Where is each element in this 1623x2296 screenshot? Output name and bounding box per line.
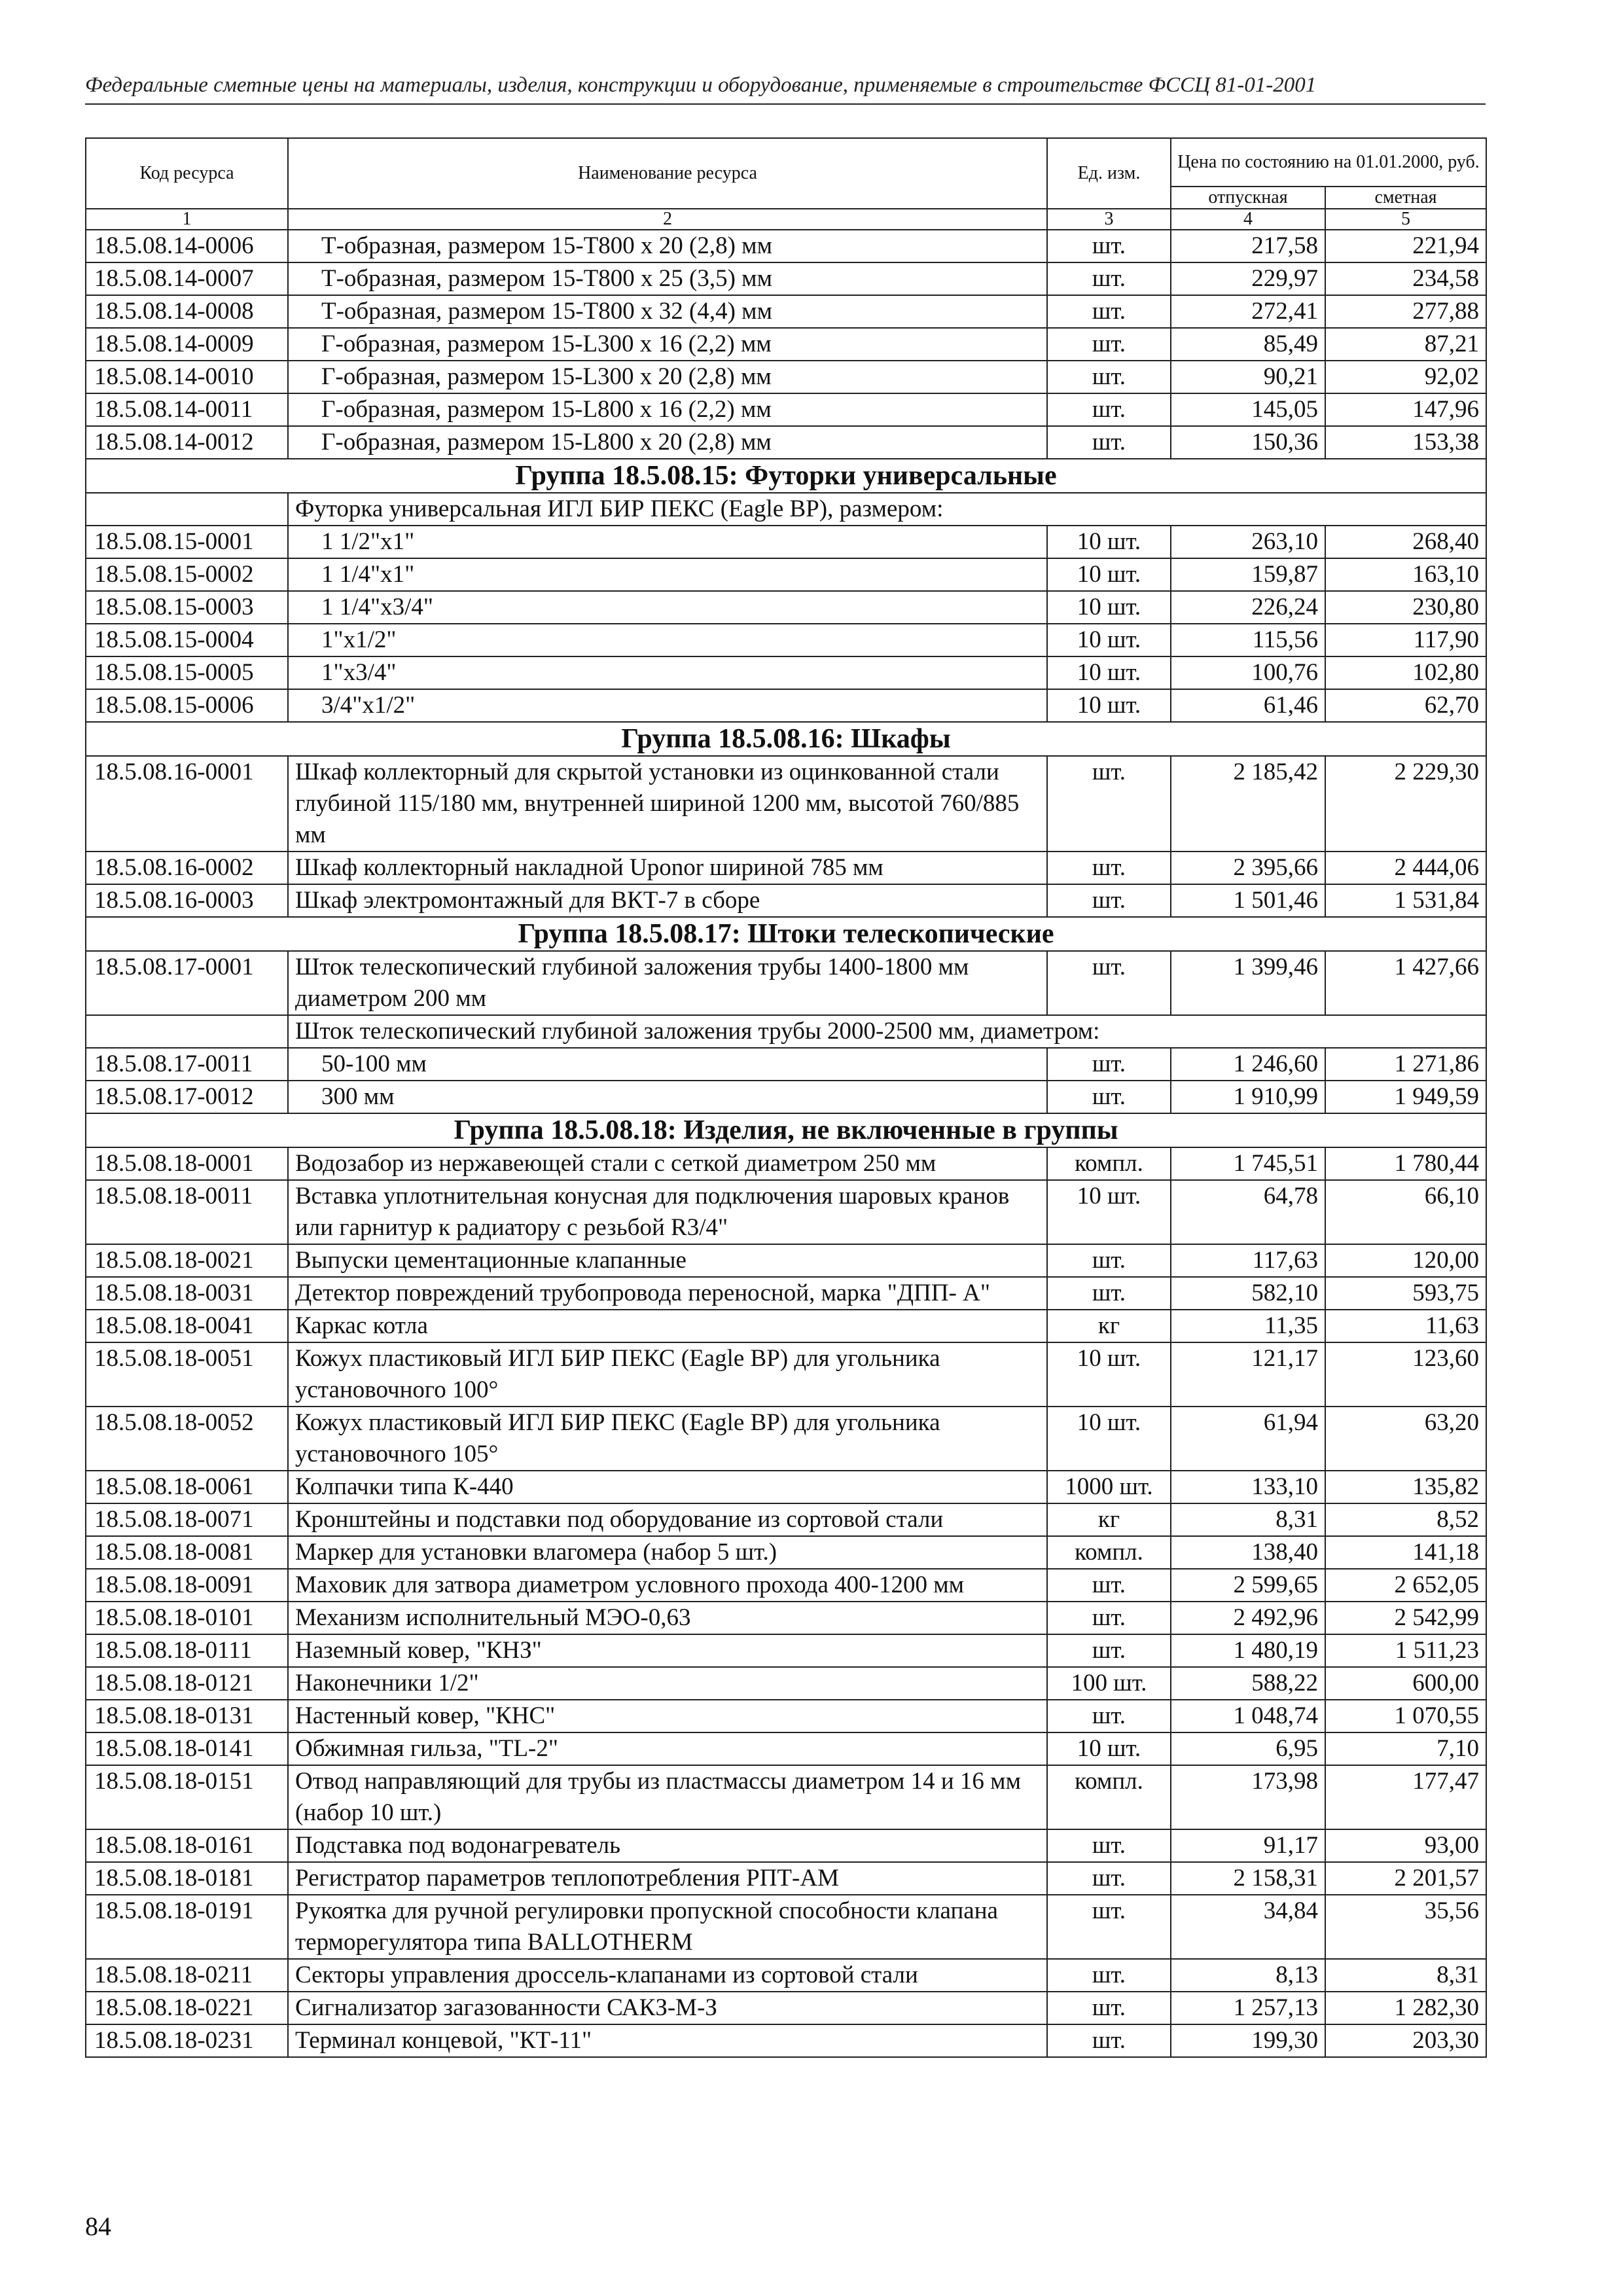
- resource-name: 300 мм: [288, 1081, 1047, 1113]
- resource-name: Г-образная, размером 15-L300 х 20 (2,8) мм: [288, 361, 1047, 393]
- unit: шт.: [1047, 426, 1171, 459]
- resource-code: 18.5.08.18-0071: [86, 1503, 288, 1536]
- release-price: 90,21: [1171, 361, 1325, 393]
- release-price: 159,87: [1171, 558, 1325, 591]
- table-row: [86, 1503, 1486, 1536]
- col-header-release: отпускная: [1171, 187, 1325, 209]
- resource-code: 18.5.08.18-0221: [86, 1992, 288, 2024]
- unit: шт.: [1047, 1602, 1171, 1634]
- estimate-price: 2 201,57: [1325, 1862, 1486, 1895]
- estimate-price: 2 229,30: [1325, 756, 1486, 852]
- table-row: [86, 2024, 1486, 2057]
- release-price: 1 501,46: [1171, 884, 1325, 917]
- estimate-price: 277,88: [1325, 295, 1486, 328]
- table-row: [86, 951, 1486, 1015]
- resource-name: Г-образная, размером 15-L800 х 16 (2,2) мм: [288, 393, 1047, 426]
- table-row: [86, 1992, 1486, 2024]
- unit: шт.: [1047, 1862, 1171, 1895]
- subheader-text: Шток телескопический глубиной заложения трубы 2000-2500 мм, диаметром:: [288, 1015, 1486, 1048]
- resource-code: 18.5.08.18-0181: [86, 1862, 288, 1895]
- table-row: [86, 1765, 1486, 1829]
- table-row: [86, 852, 1486, 884]
- resource-code: 18.5.08.18-0111: [86, 1634, 288, 1667]
- resource-code: 18.5.08.17-0001: [86, 951, 288, 1015]
- resource-code: 18.5.08.15-0004: [86, 624, 288, 656]
- release-price: 2 599,65: [1171, 1569, 1325, 1602]
- estimate-price: 1 531,84: [1325, 884, 1486, 917]
- resource-name: Терминал концевой, "КТ-11": [288, 2024, 1047, 2057]
- estimate-price: 87,21: [1325, 328, 1486, 361]
- release-price: 1 048,74: [1171, 1700, 1325, 1732]
- group-title: Группа 18.5.08.17: Штоки телескопические: [86, 917, 1486, 951]
- release-price: 1 480,19: [1171, 1634, 1325, 1667]
- resource-code: 18.5.08.18-0052: [86, 1407, 288, 1471]
- release-price: 34,84: [1171, 1895, 1325, 1959]
- table-row: [86, 689, 1486, 722]
- resource-code: 18.5.08.18-0011: [86, 1180, 288, 1244]
- resource-code: 18.5.08.15-0003: [86, 591, 288, 624]
- release-price: 582,10: [1171, 1277, 1325, 1310]
- release-price: 173,98: [1171, 1765, 1325, 1829]
- unit: шт.: [1047, 1895, 1171, 1959]
- resource-name: Т-образная, размером 15-Т800 х 25 (3,5) мм: [288, 262, 1047, 295]
- release-price: 1 399,46: [1171, 951, 1325, 1015]
- unit: шт.: [1047, 295, 1171, 328]
- unit: 10 шт.: [1047, 526, 1171, 558]
- resource-name: 1 1/4"x1": [288, 558, 1047, 591]
- unit: 10 шт.: [1047, 1407, 1171, 1471]
- table-row: [86, 526, 1486, 558]
- resource-name: Г-образная, размером 15-L800 х 20 (2,8) мм: [288, 426, 1047, 459]
- unit: шт.: [1047, 852, 1171, 884]
- resource-name: Механизм исполнительный МЭО-0,63: [288, 1602, 1047, 1634]
- resource-name: 1"x3/4": [288, 656, 1047, 689]
- table-row: [86, 656, 1486, 689]
- table-row: [86, 230, 1486, 262]
- estimate-price: 123,60: [1325, 1342, 1486, 1407]
- release-price: 64,78: [1171, 1180, 1325, 1244]
- table-row: [86, 1277, 1486, 1310]
- col-header-price: Цена по состоянию на 01.01.2000, руб.: [1171, 138, 1486, 187]
- resource-code: 18.5.08.15-0001: [86, 526, 288, 558]
- price-table: [85, 137, 1487, 2058]
- table-row: [86, 1536, 1486, 1569]
- resource-name: Маховик для затвора диаметром условного прохода 400-1200 мм: [288, 1569, 1047, 1602]
- running-header: Федеральные сметные цены на материалы, изделия, конструкции и оборудование, применяемые в строительстве ФССЦ 81-01-2001: [85, 73, 1317, 97]
- table-row: [86, 558, 1486, 591]
- release-price: 272,41: [1171, 295, 1325, 328]
- table-row: [86, 1634, 1486, 1667]
- estimate-price: 153,38: [1325, 426, 1486, 459]
- estimate-price: 35,56: [1325, 1895, 1486, 1959]
- col-number: 5: [1325, 209, 1486, 230]
- table-row: [86, 1048, 1486, 1081]
- table-row: [86, 1180, 1486, 1244]
- resource-name: Сигнализатор загазованности САКЗ-М-З: [288, 1992, 1047, 2024]
- release-price: 117,63: [1171, 1244, 1325, 1277]
- estimate-price: 93,00: [1325, 1829, 1486, 1862]
- resource-code: 18.5.08.18-0141: [86, 1732, 288, 1765]
- estimate-price: 221,94: [1325, 230, 1486, 262]
- table-row: [86, 1667, 1486, 1700]
- unit: 10 шт.: [1047, 624, 1171, 656]
- resource-name: Т-образная, размером 15-Т800 х 32 (4,4) мм: [288, 295, 1047, 328]
- resource-code: 18.5.08.18-0121: [86, 1667, 288, 1700]
- group-header-row: [86, 1113, 1486, 1147]
- estimate-price: 2 542,99: [1325, 1602, 1486, 1634]
- resource-name: 3/4"x1/2": [288, 689, 1047, 722]
- unit: 1000 шт.: [1047, 1471, 1171, 1503]
- estimate-price: 230,80: [1325, 591, 1486, 624]
- col-header-unit: Ед. изм.: [1047, 138, 1171, 209]
- table-row: [86, 328, 1486, 361]
- estimate-price: 8,52: [1325, 1503, 1486, 1536]
- unit: шт.: [1047, 1634, 1171, 1667]
- resource-name: Шкаф коллекторный для скрытой установки из оцинкованной стали глубиной 115/180 мм, внутренней шириной 1200 мм, высотой 760/885 мм: [288, 756, 1047, 852]
- release-price: 121,17: [1171, 1342, 1325, 1407]
- release-price: 61,46: [1171, 689, 1325, 722]
- estimate-price: 141,18: [1325, 1536, 1486, 1569]
- release-price: 263,10: [1171, 526, 1325, 558]
- estimate-price: 163,10: [1325, 558, 1486, 591]
- unit: 10 шт.: [1047, 656, 1171, 689]
- resource-name: Колпачки типа К-440: [288, 1471, 1047, 1503]
- page-number: 84: [85, 2212, 111, 2241]
- unit: шт.: [1047, 2024, 1171, 2057]
- resource-name: Водозабор из нержавеющей стали с сеткой диаметром 250 мм: [288, 1147, 1047, 1180]
- estimate-price: 1 511,23: [1325, 1634, 1486, 1667]
- unit: шт.: [1047, 1081, 1171, 1113]
- resource-code: 18.5.08.14-0011: [86, 393, 288, 426]
- estimate-price: 234,58: [1325, 262, 1486, 295]
- release-price: 2 395,66: [1171, 852, 1325, 884]
- table-row: [86, 1959, 1486, 1992]
- resource-code: 18.5.08.18-0081: [86, 1536, 288, 1569]
- unit: кг: [1047, 1503, 1171, 1536]
- estimate-price: 102,80: [1325, 656, 1486, 689]
- header-rule: [85, 103, 1486, 105]
- table-row: [86, 1147, 1486, 1180]
- unit: шт.: [1047, 230, 1171, 262]
- col-number: 3: [1047, 209, 1171, 230]
- estimate-price: 600,00: [1325, 1667, 1486, 1700]
- col-number: 1: [86, 209, 288, 230]
- resource-code: 18.5.08.17-0012: [86, 1081, 288, 1113]
- estimate-price: 203,30: [1325, 2024, 1486, 2057]
- unit: компл.: [1047, 1536, 1171, 1569]
- release-price: 138,40: [1171, 1536, 1325, 1569]
- release-price: 1 745,51: [1171, 1147, 1325, 1180]
- table-row: [86, 1407, 1486, 1471]
- release-price: 6,95: [1171, 1732, 1325, 1765]
- release-price: 85,49: [1171, 328, 1325, 361]
- resource-code: 18.5.08.18-0161: [86, 1829, 288, 1862]
- table-row: [86, 1569, 1486, 1602]
- resource-code: 18.5.08.18-0031: [86, 1277, 288, 1310]
- table-row: [86, 1700, 1486, 1732]
- estimate-price: 268,40: [1325, 526, 1486, 558]
- unit: шт.: [1047, 1048, 1171, 1081]
- resource-code: 18.5.08.18-0131: [86, 1700, 288, 1732]
- estimate-price: 2 444,06: [1325, 852, 1486, 884]
- table-row: [86, 262, 1486, 295]
- unit: шт.: [1047, 951, 1171, 1015]
- release-price: 229,97: [1171, 262, 1325, 295]
- unit: шт.: [1047, 1959, 1171, 1992]
- resource-name: Кожух пластиковый ИГЛ БИР ПЕКС (Eagle BP) для угольника установочного 105°: [288, 1407, 1047, 1471]
- estimate-price: 593,75: [1325, 1277, 1486, 1310]
- resource-code: 18.5.08.17-0011: [86, 1048, 288, 1081]
- unit: 10 шт.: [1047, 558, 1171, 591]
- resource-code: 18.5.08.14-0012: [86, 426, 288, 459]
- col-header-code: Код ресурса: [86, 138, 288, 209]
- resource-name: 1 1/2"x1": [288, 526, 1047, 558]
- resource-name: Регистратор параметров теплопотребления РПТ-АМ: [288, 1862, 1047, 1895]
- resource-name: Кронштейны и подставки под оборудование из сортовой стали: [288, 1503, 1047, 1536]
- resource-name: Обжимная гильза, "TL-2": [288, 1732, 1047, 1765]
- estimate-price: 92,02: [1325, 361, 1486, 393]
- table-row: [86, 591, 1486, 624]
- estimate-price: 120,00: [1325, 1244, 1486, 1277]
- resource-name: Настенный ковер, "КНС": [288, 1700, 1047, 1732]
- unit: шт.: [1047, 756, 1171, 852]
- resource-name: 1 1/4"x3/4": [288, 591, 1047, 624]
- resource-name: Вставка уплотнительная конусная для подключения шаровых кранов или гарнитур к радиатору с резьбой R3/4": [288, 1180, 1047, 1244]
- resource-name: Кожух пластиковый ИГЛ БИР ПЕКС (Eagle BP) для угольника установочного 100°: [288, 1342, 1047, 1407]
- release-price: 226,24: [1171, 591, 1325, 624]
- resource-name: Т-образная, размером 15-Т800 х 20 (2,8) мм: [288, 230, 1047, 262]
- col-header-name: Наименование ресурса: [288, 138, 1047, 209]
- release-price: 133,10: [1171, 1471, 1325, 1503]
- table-row: [86, 361, 1486, 393]
- resource-code: 18.5.08.16-0002: [86, 852, 288, 884]
- resource-code: 18.5.08.18-0231: [86, 2024, 288, 2057]
- resource-name: Каркас котла: [288, 1310, 1047, 1342]
- unit: 10 шт.: [1047, 1732, 1171, 1765]
- resource-name: 1"x1/2": [288, 624, 1047, 656]
- resource-name: Отвод направляющий для трубы из пластмассы диаметром 14 и 16 мм (набор 10 шт.): [288, 1765, 1047, 1829]
- release-price: 8,31: [1171, 1503, 1325, 1536]
- resource-code: 18.5.08.15-0002: [86, 558, 288, 591]
- estimate-price: 7,10: [1325, 1732, 1486, 1765]
- release-price: 217,58: [1171, 230, 1325, 262]
- resource-name: Маркер для установки влагомера (набор 5 шт.): [288, 1536, 1047, 1569]
- resource-code: 18.5.08.14-0010: [86, 361, 288, 393]
- unit: шт.: [1047, 328, 1171, 361]
- resource-name: Шкаф коллекторный накладной Uponor шириной 785 мм: [288, 852, 1047, 884]
- group-title: Группа 18.5.08.15: Футорки универсальные: [86, 459, 1486, 493]
- subheader-spacer: [86, 1015, 288, 1048]
- release-price: 145,05: [1171, 393, 1325, 426]
- unit: шт.: [1047, 1829, 1171, 1862]
- resource-code: 18.5.08.16-0001: [86, 756, 288, 852]
- subheader-spacer: [86, 493, 288, 526]
- table-row: [86, 393, 1486, 426]
- estimate-price: 1 780,44: [1325, 1147, 1486, 1180]
- release-price: 8,13: [1171, 1959, 1325, 1992]
- release-price: 115,56: [1171, 624, 1325, 656]
- col-header-estimate: сметная: [1325, 187, 1486, 209]
- release-price: 61,94: [1171, 1407, 1325, 1471]
- table-row: [86, 1471, 1486, 1503]
- table-row: [86, 1310, 1486, 1342]
- unit: шт.: [1047, 1992, 1171, 2024]
- release-price: 11,35: [1171, 1310, 1325, 1342]
- resource-code: 18.5.08.18-0061: [86, 1471, 288, 1503]
- estimate-price: 1 271,86: [1325, 1048, 1486, 1081]
- unit: 10 шт.: [1047, 1180, 1171, 1244]
- group-header-row: [86, 459, 1486, 493]
- table-row: [86, 1602, 1486, 1634]
- estimate-price: 1 949,59: [1325, 1081, 1486, 1113]
- col-number: 4: [1171, 209, 1325, 230]
- unit: 10 шт.: [1047, 1342, 1171, 1407]
- unit: шт.: [1047, 1700, 1171, 1732]
- estimate-price: 1 427,66: [1325, 951, 1486, 1015]
- unit: шт.: [1047, 1244, 1171, 1277]
- table-row: [86, 1862, 1486, 1895]
- table-row: [86, 1081, 1486, 1113]
- resource-code: 18.5.08.18-0091: [86, 1569, 288, 1602]
- unit: шт.: [1047, 884, 1171, 917]
- unit: шт.: [1047, 262, 1171, 295]
- resource-name: Наконечники 1/2": [288, 1667, 1047, 1700]
- resource-code: 18.5.08.14-0007: [86, 262, 288, 295]
- unit: шт.: [1047, 393, 1171, 426]
- resource-name: 50-100 мм: [288, 1048, 1047, 1081]
- unit: 10 шт.: [1047, 689, 1171, 722]
- group-title: Группа 18.5.08.18: Изделия, не включенные в группы: [86, 1113, 1486, 1147]
- release-price: 1 910,99: [1171, 1081, 1325, 1113]
- table-row: [86, 1732, 1486, 1765]
- unit: шт.: [1047, 361, 1171, 393]
- resource-name: Г-образная, размером 15-L300 х 16 (2,2) мм: [288, 328, 1047, 361]
- resource-code: 18.5.08.18-0211: [86, 1959, 288, 1992]
- table-row: [86, 1342, 1486, 1407]
- unit: компл.: [1047, 1147, 1171, 1180]
- resource-code: 18.5.08.18-0191: [86, 1895, 288, 1959]
- unit: шт.: [1047, 1277, 1171, 1310]
- group-header-row: [86, 917, 1486, 951]
- release-price: 91,17: [1171, 1829, 1325, 1862]
- estimate-price: 117,90: [1325, 624, 1486, 656]
- table-body: [86, 230, 1486, 2057]
- resource-name: Детектор повреждений трубопровода переносной, марка "ДПП- А": [288, 1277, 1047, 1310]
- estimate-price: 8,31: [1325, 1959, 1486, 1992]
- resource-code: 18.5.08.15-0005: [86, 656, 288, 689]
- release-price: 2 185,42: [1171, 756, 1325, 852]
- estimate-price: 63,20: [1325, 1407, 1486, 1471]
- resource-name: Выпуски цементационные клапанные: [288, 1244, 1047, 1277]
- resource-name: Наземный ковер, "КНЗ": [288, 1634, 1047, 1667]
- estimate-price: 177,47: [1325, 1765, 1486, 1829]
- release-price: 150,36: [1171, 426, 1325, 459]
- estimate-price: 62,70: [1325, 689, 1486, 722]
- resource-code: 18.5.08.18-0001: [86, 1147, 288, 1180]
- table-row: [86, 1895, 1486, 1959]
- table-row: [86, 884, 1486, 917]
- subheader-row: [86, 1015, 1486, 1048]
- estimate-price: 1 282,30: [1325, 1992, 1486, 2024]
- resource-code: 18.5.08.15-0006: [86, 689, 288, 722]
- resource-code: 18.5.08.14-0008: [86, 295, 288, 328]
- estimate-price: 2 652,05: [1325, 1569, 1486, 1602]
- unit: компл.: [1047, 1765, 1171, 1829]
- release-price: 100,76: [1171, 656, 1325, 689]
- table-row: [86, 1829, 1486, 1862]
- release-price: 1 257,13: [1171, 1992, 1325, 2024]
- resource-code: 18.5.08.18-0041: [86, 1310, 288, 1342]
- resource-code: 18.5.08.14-0006: [86, 230, 288, 262]
- table-row: [86, 295, 1486, 328]
- resource-code: 18.5.08.18-0021: [86, 1244, 288, 1277]
- release-price: 199,30: [1171, 2024, 1325, 2057]
- resource-name: Шкаф электромонтажный для ВКТ-7 в сборе: [288, 884, 1047, 917]
- resource-name: Рукоятка для ручной регулировки пропускной способности клапана терморегулятора типа BALLOTHERM: [288, 1895, 1047, 1959]
- estimate-price: 11,63: [1325, 1310, 1486, 1342]
- group-header-row: [86, 722, 1486, 756]
- unit: шт.: [1047, 1569, 1171, 1602]
- resource-code: 18.5.08.18-0051: [86, 1342, 288, 1407]
- estimate-price: 147,96: [1325, 393, 1486, 426]
- resource-code: 18.5.08.18-0101: [86, 1602, 288, 1634]
- resource-code: 18.5.08.14-0009: [86, 328, 288, 361]
- unit: кг: [1047, 1310, 1171, 1342]
- release-price: 2 492,96: [1171, 1602, 1325, 1634]
- resource-name: Секторы управления дроссель-клапанами из сортовой стали: [288, 1959, 1047, 1992]
- resource-name: Шток телескопический глубиной заложения трубы 1400-1800 мм диаметром 200 мм: [288, 951, 1047, 1015]
- table-row: [86, 1244, 1486, 1277]
- release-price: 588,22: [1171, 1667, 1325, 1700]
- col-number: 2: [288, 209, 1047, 230]
- unit: 100 шт.: [1047, 1667, 1171, 1700]
- subheader-text: Футорка универсальная ИГЛ БИР ПЕКС (Eagle BP), размером:: [288, 493, 1486, 526]
- unit: 10 шт.: [1047, 591, 1171, 624]
- estimate-price: 1 070,55: [1325, 1700, 1486, 1732]
- group-title: Группа 18.5.08.16: Шкафы: [86, 722, 1486, 756]
- table-row: [86, 426, 1486, 459]
- table-row: [86, 624, 1486, 656]
- resource-code: 18.5.08.16-0003: [86, 884, 288, 917]
- subheader-row: [86, 493, 1486, 526]
- estimate-price: 135,82: [1325, 1471, 1486, 1503]
- resource-name: Подставка под водонагреватель: [288, 1829, 1047, 1862]
- estimate-price: 66,10: [1325, 1180, 1486, 1244]
- table-row: [86, 756, 1486, 852]
- resource-code: 18.5.08.18-0151: [86, 1765, 288, 1829]
- release-price: 2 158,31: [1171, 1862, 1325, 1895]
- release-price: 1 246,60: [1171, 1048, 1325, 1081]
